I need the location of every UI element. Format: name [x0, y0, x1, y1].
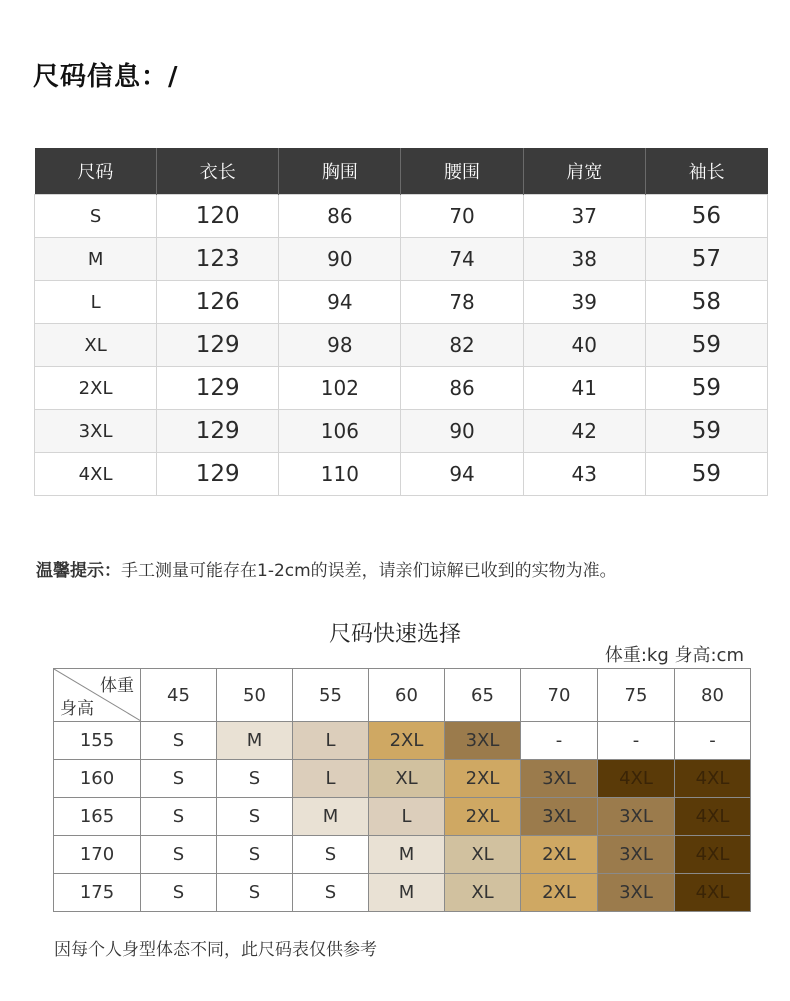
measurement-cell: 129 [157, 367, 279, 410]
size-recommendation-cell: 3XL [521, 760, 598, 798]
height-cell: 170 [54, 836, 141, 874]
size-recommendation-cell: 4XL [675, 760, 751, 798]
size-recommendation-cell: S [217, 798, 293, 836]
size-recommendation-cell: S [217, 760, 293, 798]
header-chest: 胸围 [279, 148, 401, 195]
corner-height-label: 身高 [60, 699, 94, 719]
weight-header-cell: 60 [369, 669, 445, 722]
table-row [35, 281, 768, 324]
size-recommendation-cell: 3XL [445, 722, 521, 760]
measurement-cell: 98 [279, 324, 401, 367]
size-label-cell: 3XL [35, 410, 157, 453]
measurement-cell: 102 [279, 367, 401, 410]
weight-header-cell: 45 [141, 669, 217, 722]
size-label-cell: M [35, 238, 157, 281]
measurement-cell: 42 [523, 410, 645, 453]
measurement-cell: 57 [645, 238, 767, 281]
measurement-cell: 41 [523, 367, 645, 410]
measurement-cell: 39 [523, 281, 645, 324]
size-table-header-row [35, 148, 768, 195]
measurement-cell: 37 [523, 195, 645, 238]
table-row [35, 238, 768, 281]
units-label: 体重:kg 身高:cm [604, 645, 744, 666]
height-cell: 175 [54, 874, 141, 912]
header-length: 衣长 [157, 148, 279, 195]
measurement-cell: 59 [645, 324, 767, 367]
measurement-cell: 59 [645, 367, 767, 410]
measurement-cell: 129 [157, 324, 279, 367]
size-recommendation-cell: M [369, 836, 445, 874]
size-recommendation-cell: - [598, 722, 675, 760]
size-label-cell: 4XL [35, 453, 157, 496]
header-size: 尺码 [35, 148, 157, 195]
weight-header-cell: 50 [217, 669, 293, 722]
size-recommendation-cell: S [293, 874, 369, 912]
measurement-cell: 78 [401, 281, 523, 324]
size-recommendation-cell: 2XL [445, 798, 521, 836]
weight-header-cell: 80 [675, 669, 751, 722]
header-waist: 腰围 [401, 148, 523, 195]
warm-tip [36, 556, 617, 581]
measurement-cell: 70 [401, 195, 523, 238]
corner-weight-label: 体重 [100, 676, 134, 696]
measurement-cell: 38 [523, 238, 645, 281]
tip-label: 温馨提示： [36, 561, 121, 581]
weight-header-cell: 70 [521, 669, 598, 722]
height-cell: 155 [54, 722, 141, 760]
size-recommendation-cell: 4XL [598, 760, 675, 798]
size-recommendation-cell: 3XL [521, 798, 598, 836]
size-recommendation-cell: 2XL [521, 874, 598, 912]
quick-select-grid [53, 668, 751, 912]
measurement-cell: 94 [401, 453, 523, 496]
size-recommendation-cell: 4XL [675, 836, 751, 874]
quick-select-title: 尺码快速选择 [328, 622, 461, 647]
table-row [35, 367, 768, 410]
size-table-body [35, 195, 768, 496]
header-sleeve: 袖长 [645, 148, 767, 195]
measurement-cell: 90 [401, 410, 523, 453]
measurement-cell: 110 [279, 453, 401, 496]
size-recommendation-cell: S [293, 836, 369, 874]
size-recommendation-cell: 4XL [675, 874, 751, 912]
size-recommendation-cell: M [369, 874, 445, 912]
weight-header-row [54, 669, 751, 722]
size-recommendation-cell: S [217, 836, 293, 874]
header-shoulder: 肩宽 [523, 148, 645, 195]
size-label-cell: XL [35, 324, 157, 367]
height-cell: 165 [54, 798, 141, 836]
size-recommendation-cell: S [141, 874, 217, 912]
measurement-cell: 56 [645, 195, 767, 238]
measurement-cell: 129 [157, 453, 279, 496]
measurement-cell: 90 [279, 238, 401, 281]
size-recommendation-cell: 4XL [675, 798, 751, 836]
corner-cell [54, 669, 141, 722]
table-row [54, 874, 751, 912]
size-recommendation-cell: 3XL [598, 836, 675, 874]
disclaimer-note: 因每个人身型体态不同，此尺码表仅供参考 [54, 940, 377, 960]
measurement-cell: 106 [279, 410, 401, 453]
measurement-cell: 86 [279, 195, 401, 238]
weight-header-cell: 75 [598, 669, 675, 722]
height-cell: 160 [54, 760, 141, 798]
measurement-cell: 59 [645, 410, 767, 453]
size-recommendation-cell: 3XL [598, 874, 675, 912]
table-row [54, 722, 751, 760]
size-recommendation-cell: S [141, 722, 217, 760]
table-row [35, 453, 768, 496]
size-recommendation-cell: XL [369, 760, 445, 798]
size-recommendation-cell: M [217, 722, 293, 760]
measurement-cell: 86 [401, 367, 523, 410]
table-row [54, 760, 751, 798]
size-recommendation-cell: XL [445, 874, 521, 912]
tip-text: 手工测量可能存在1-2cm的误差，请亲们谅解已收到的实物为准。 [121, 561, 617, 581]
weight-header-cell: 65 [445, 669, 521, 722]
size-recommendation-cell: L [293, 760, 369, 798]
table-row [35, 195, 768, 238]
size-recommendation-cell: S [217, 874, 293, 912]
size-info-table [34, 148, 768, 496]
size-label-cell: L [35, 281, 157, 324]
measurement-cell: 59 [645, 453, 767, 496]
size-recommendation-cell: S [141, 836, 217, 874]
size-recommendation-cell: - [521, 722, 598, 760]
measurement-cell: 126 [157, 281, 279, 324]
measurement-cell: 94 [279, 281, 401, 324]
size-recommendation-cell: - [675, 722, 751, 760]
size-recommendation-cell: S [141, 798, 217, 836]
table-row [54, 798, 751, 836]
size-recommendation-cell: S [141, 760, 217, 798]
size-recommendation-cell: XL [445, 836, 521, 874]
size-recommendation-cell: 2XL [369, 722, 445, 760]
size-label-cell: 2XL [35, 367, 157, 410]
measurement-cell: 74 [401, 238, 523, 281]
measurement-cell: 129 [157, 410, 279, 453]
size-recommendation-cell: 3XL [598, 798, 675, 836]
size-label-cell: S [35, 195, 157, 238]
measurement-cell: 82 [401, 324, 523, 367]
size-recommendation-cell: M [293, 798, 369, 836]
page-title: 尺码信息：/ [33, 62, 179, 92]
size-recommendation-cell: L [369, 798, 445, 836]
size-recommendation-cell: 2XL [521, 836, 598, 874]
measurement-cell: 120 [157, 195, 279, 238]
quick-select-body [54, 669, 751, 912]
size-recommendation-cell: L [293, 722, 369, 760]
weight-header-cell: 55 [293, 669, 369, 722]
size-recommendation-cell: 2XL [445, 760, 521, 798]
table-row [54, 836, 751, 874]
measurement-cell: 43 [523, 453, 645, 496]
table-row [35, 410, 768, 453]
measurement-cell: 40 [523, 324, 645, 367]
table-row [35, 324, 768, 367]
measurement-cell: 123 [157, 238, 279, 281]
measurement-cell: 58 [645, 281, 767, 324]
